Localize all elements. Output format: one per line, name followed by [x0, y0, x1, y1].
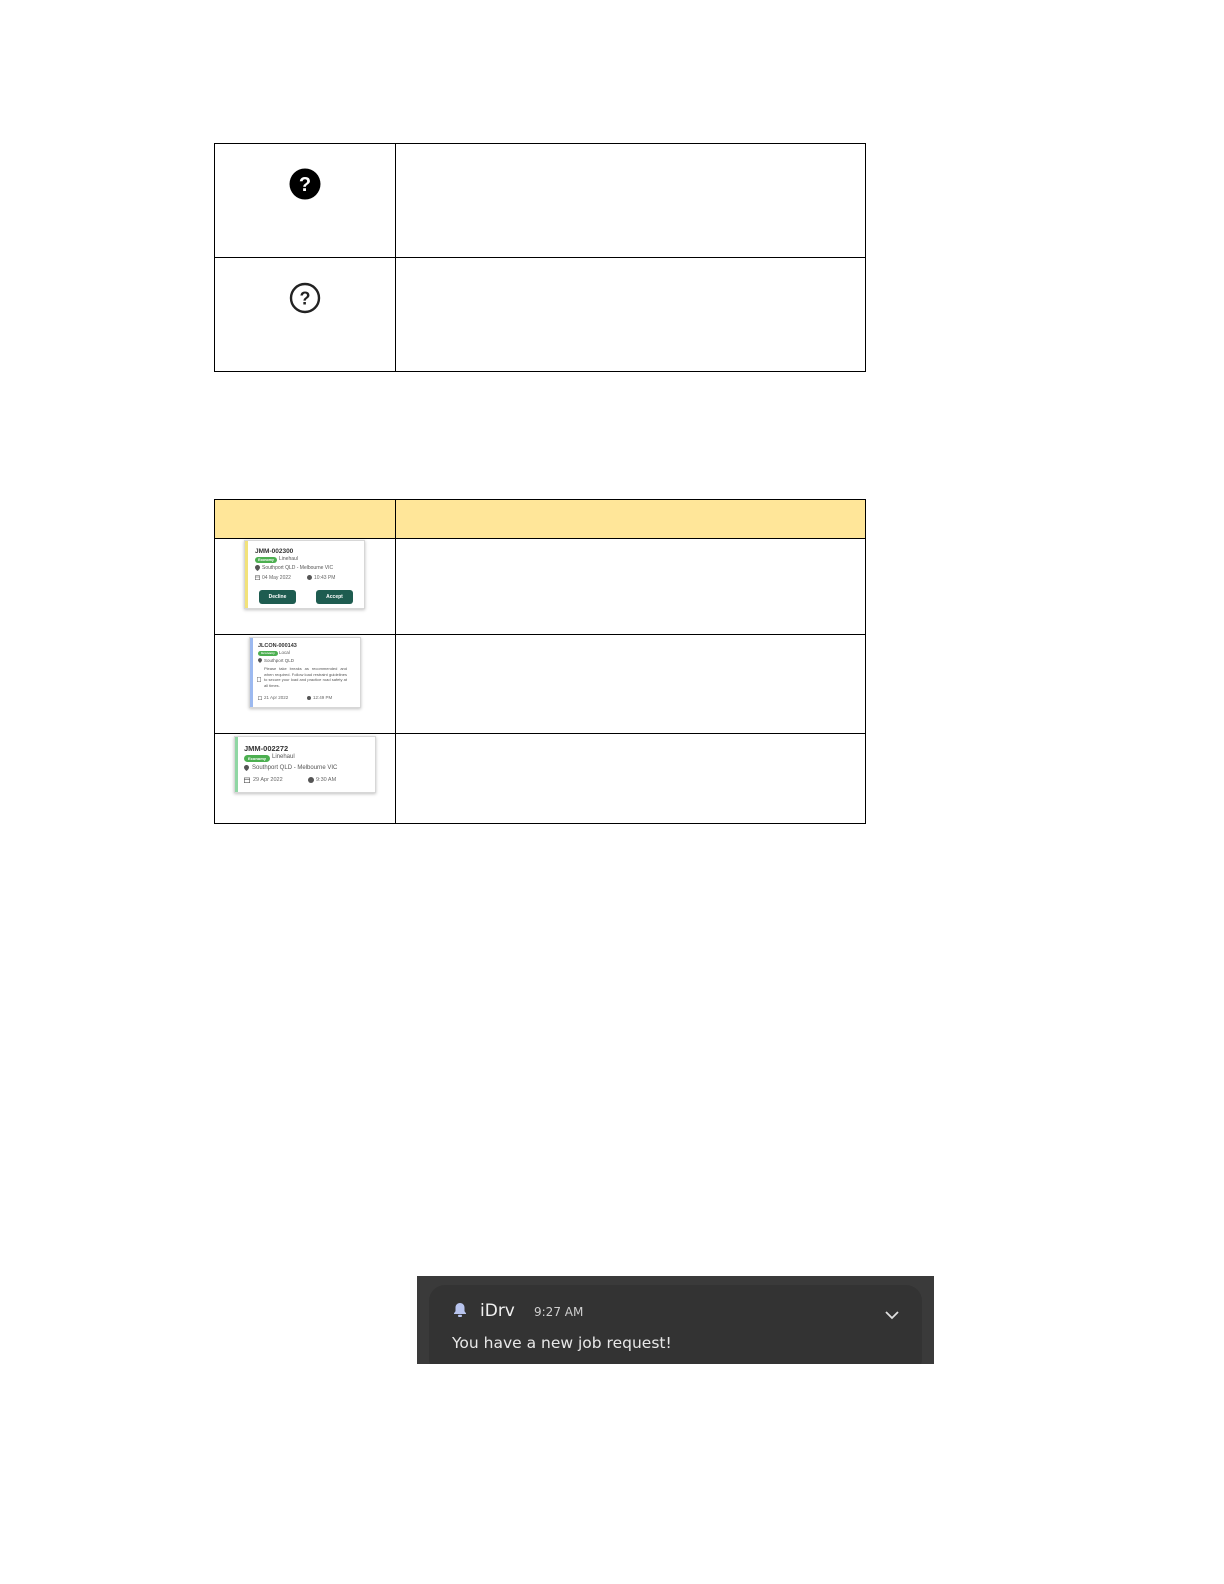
route-text: Southport QLD [264, 658, 295, 663]
card-cell [215, 734, 396, 824]
table-header-cell [215, 500, 396, 539]
push-notification[interactable] [417, 1276, 934, 1364]
clock-icon [308, 777, 314, 783]
description-cell [396, 734, 866, 824]
economy-badge: Economy [258, 651, 278, 656]
clock-icon [307, 696, 311, 700]
notification-app-name: iDrv [480, 1301, 515, 1321]
job-type: Linehaul [279, 556, 298, 562]
bell-icon [453, 1302, 467, 1318]
calendar-icon [255, 575, 260, 580]
clock-icon [307, 575, 312, 580]
job-time: 12:49 PM [313, 695, 333, 700]
icon-legend-table [214, 143, 866, 372]
table-header-cell [396, 500, 866, 539]
route-text: Southport QLD - Melbourne VIC [252, 765, 338, 771]
job-card-local[interactable] [249, 637, 361, 708]
description-cell [396, 539, 866, 635]
job-type: Linehaul [272, 754, 295, 760]
description-cell [396, 258, 866, 372]
economy-badge: Economy [255, 557, 277, 563]
table-header-row [215, 500, 866, 539]
job-id: JMM-002272 [244, 744, 289, 753]
notification-time: 9:27 AM [534, 1305, 584, 1319]
table-row [215, 635, 866, 734]
job-date: 04 May 2022 [262, 575, 291, 581]
job-type: Local [279, 650, 290, 655]
card-accent [245, 541, 248, 608]
economy-badge: Economy [244, 755, 270, 762]
accept-button[interactable]: Accept [316, 590, 353, 604]
route-text: Southport QLD - Melbourne VIC [262, 565, 334, 571]
table-row [215, 258, 866, 372]
location-pin-icon [244, 765, 249, 771]
card-cell [215, 635, 396, 734]
card-accent [250, 638, 253, 707]
notification-message: You have a new job request! [452, 1334, 672, 1352]
description-cell [396, 635, 866, 734]
help-filled-icon [289, 168, 321, 200]
svg-text:?: ? [298, 174, 312, 196]
job-date: 29 Apr 2022 [253, 777, 283, 783]
job-time: 10:43 PM [314, 575, 336, 581]
decline-button[interactable]: Decline [259, 590, 296, 604]
job-id: JMM-002300 [255, 548, 294, 555]
svg-text:?: ? [299, 288, 311, 309]
job-id: JLCON-000143 [258, 643, 297, 649]
job-note: Please take breaks as recommended and when required. Follow load restraint guidelines to secure your load and practice road safety at all times. [264, 666, 347, 688]
location-pin-icon [258, 658, 262, 663]
card-cell [215, 539, 396, 635]
note-icon [257, 677, 261, 682]
chevron-down-icon[interactable] [885, 1311, 899, 1320]
calendar-icon [258, 696, 262, 700]
job-date: 21 Apr 2022 [264, 695, 289, 700]
table-row [215, 144, 866, 258]
icon-cell [215, 258, 396, 372]
table-row [215, 734, 866, 824]
location-pin-icon [255, 565, 260, 571]
table-row [215, 539, 866, 635]
help-outline-icon [289, 282, 321, 314]
job-card-table [214, 499, 866, 824]
job-time: 9:30 AM [316, 777, 337, 783]
job-card-linehaul[interactable] [234, 736, 376, 793]
calendar-icon [244, 777, 250, 783]
notification-card[interactable] [429, 1285, 922, 1364]
job-card-new-request[interactable] [244, 540, 365, 609]
description-cell [396, 144, 866, 258]
card-accent [235, 737, 238, 792]
icon-cell [215, 144, 396, 258]
